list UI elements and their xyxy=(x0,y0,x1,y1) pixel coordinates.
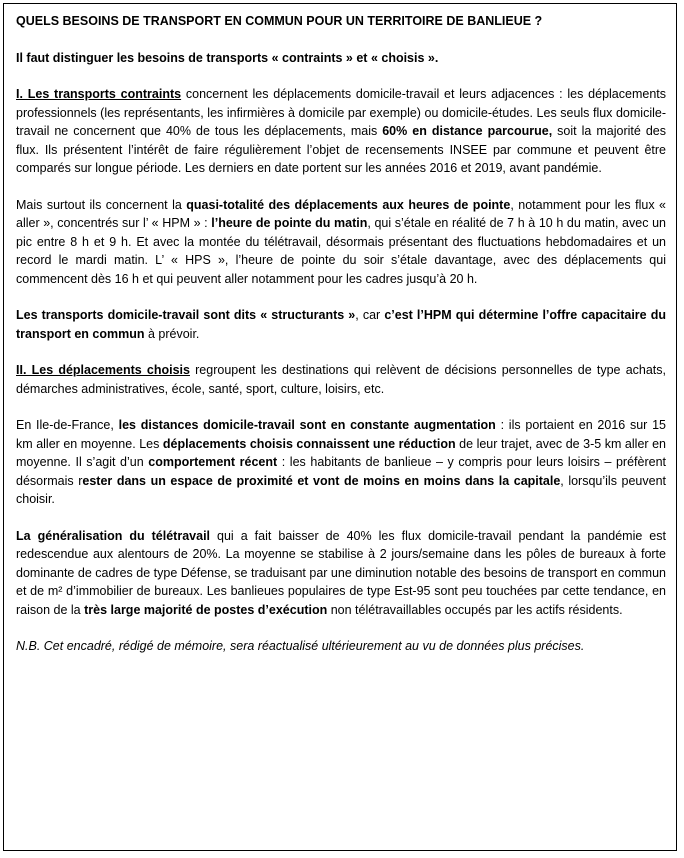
paragraph-transports-contraints: I. Les transports contraints concernent les déplacements domicile-travail et leurs adjacences : les déplacements professionnels (les représentants, les infirmières à domicile par exemple) ou domicile-études. Les seuls flux domicile-travail ne concernent que 40% de tous les déplacements, mais 60% en distance parcourue, soit la majorité des flux. Ils présentent l’intérêt de faire régulièrement l’objet de recensements INSEE par commune et peuvent être comparés sur longue période. Les derniers en date portent sur les années 2016 et 2019, avant pandémie. xyxy=(16,87,666,175)
paragraph-structurants: Les transports domicile-travail sont dits « structurants », car c’est l’HPM qui détermine l’offre capacitaire du transport en commun à prévoir. xyxy=(16,308,666,341)
section-heading-1: I. Les transports contraints xyxy=(16,87,182,101)
box-title: QUELS BESOINS DE TRANSPORT EN COMMUN POUR UN TERRITOIRE DE BANLIEUE ? xyxy=(16,14,543,28)
paragraph-ile-de-france: En Ile-de-France, les distances domicile-travail sont en constante augmentation : ils portaient en 2016 sur 15 km aller en moyenne. Les déplacements choisis connaissent une réduction de leur trajet, avec de 3-5 km aller en moyenne. Il s’agit d’un comportement récent : les habitants de banlieue – y compris pour leurs loisirs – préfèrent désormais rester dans un espace de proximité et vont de moins en moins dans la capitale, lorsqu’ils peuvent choisir. xyxy=(16,418,667,506)
section-heading-2: II. Les déplacements choisis xyxy=(16,363,190,377)
text-box xyxy=(3,3,677,851)
intro-line: Il faut distinguer les besoins de transports « contraints » et « choisis ». xyxy=(16,50,439,65)
footnote: N.B. Cet encadré, rédigé de mémoire, sera réactualisé ultérieurement au vu de données plus précises. xyxy=(16,639,585,653)
paragraph-heures-de-pointe: Mais surtout ils concernent la quasi-totalité des déplacements aux heures de pointe, notamment pour les flux « aller », concentrés sur l’ « HPM » : l’heure de pointe du matin, qui s’étale en réalité de 7 h à 10 h du matin, avec un pic entre 8 h et 9 h. Et avec la montée du télétravail, désormais présentant des fluctuations hebdomadaires et un record le mardi matin. L’ « HPS », l’heure de pointe du soir s’étale davantage, avec des déplacements qui commencent dès 16 h et qui peuvent aller notamment pour les cadres jusqu’à 20 h. xyxy=(16,197,666,286)
paragraph-deplacements-choisis: II. Les déplacements choisis regroupent les destinations qui relèvent de décisions personnelles de type achats, démarches administratives, école, santé, sport, culture, loisirs, etc. xyxy=(16,363,666,396)
paragraph-teletravail: La généralisation du télétravail qui a fait baisser de 40% les flux domicile-travail pendant la pandémie est redescendue aux alentours de 20%. La moyenne se stabilise à 2 jours/semaine dans les pôles de bureaux à forte dominante de cadres de type Défense, se traduisant par une diminution notable des besoins de transport en commun et de m² d’immobilier de bureaux. Les banlieues populaires de type Est-95 sont peu touchées par cette tendance, en raison de la très large majorité de postes d’exécution non télétravaillables occupés par les actifs résidents. xyxy=(16,528,666,617)
